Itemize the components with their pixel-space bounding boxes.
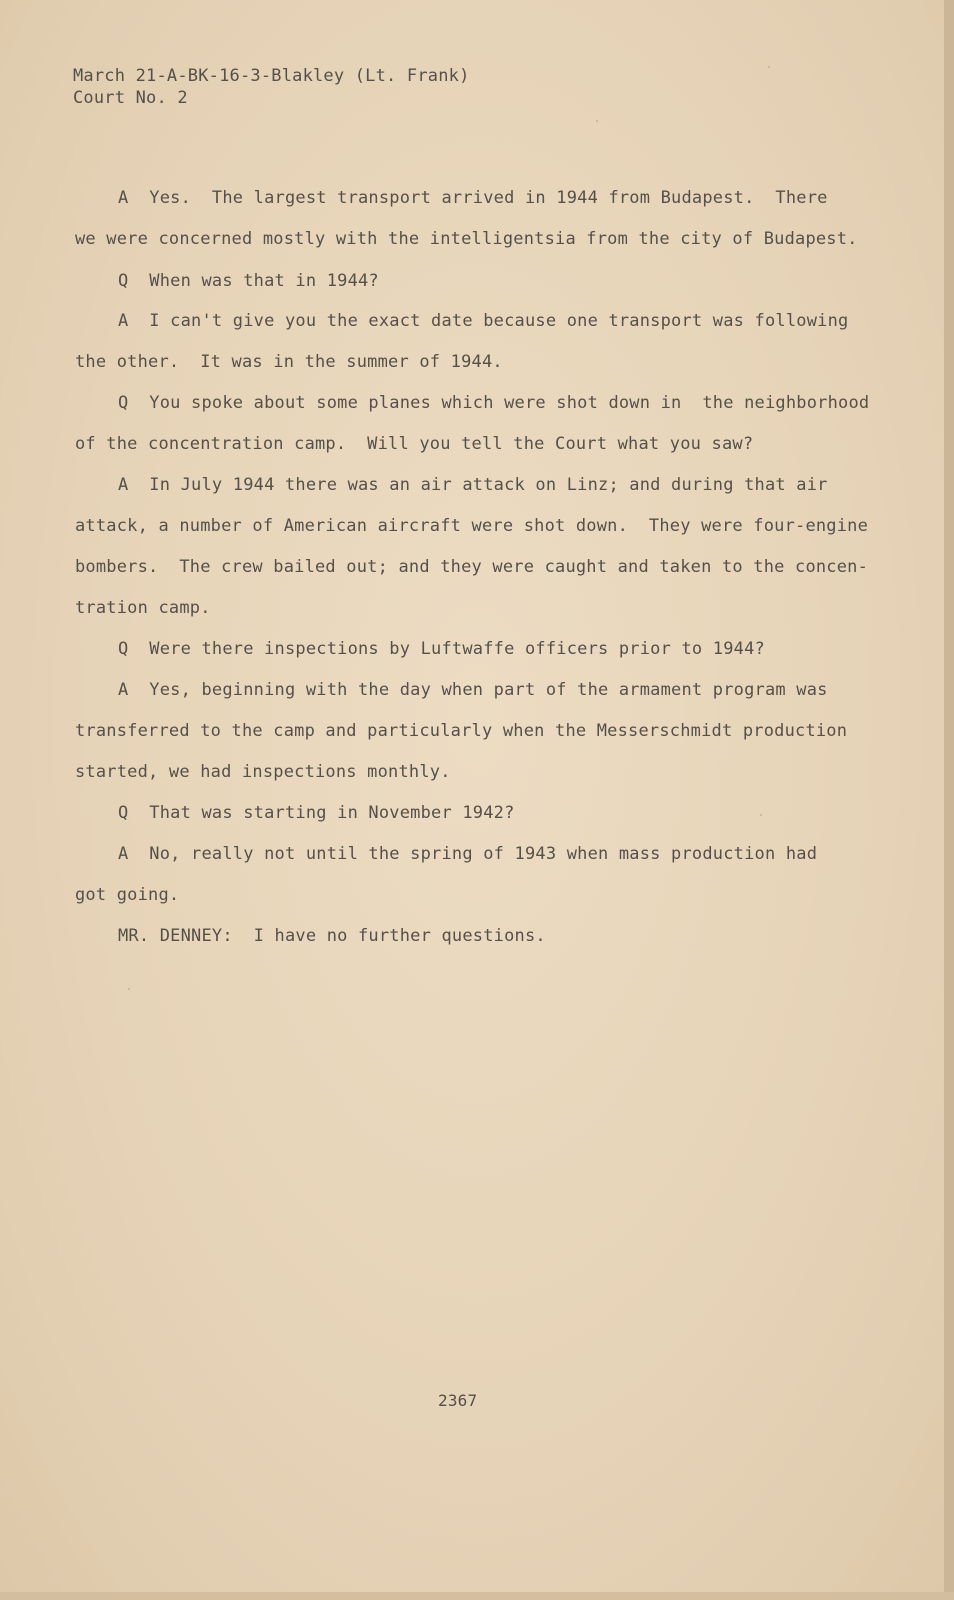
page-number: 2367	[438, 1391, 478, 1410]
answer-line: A No, really not until the spring of 1943 when mass production had	[118, 844, 818, 864]
paper-speck	[596, 120, 598, 122]
answer-line: attack, a number of American aircraft were shot down. They were four-engine	[75, 516, 869, 536]
paper-speck	[760, 814, 762, 816]
answer-line: A Yes, beginning with the day when part of the armament program was	[118, 680, 828, 700]
page-edge-shadow	[944, 0, 954, 1600]
question-line: of the concentration camp. Will you tell the Court what you saw?	[75, 434, 754, 454]
paper-speck	[768, 66, 770, 68]
court-number: Court No. 2	[73, 88, 188, 108]
question-line: Q When was that in 1944?	[118, 271, 379, 291]
answer-line: transferred to the camp and particularly when the Messerschmidt production	[75, 721, 848, 741]
answer-line: A Yes. The largest transport arrived in 1944 from Budapest. There	[118, 188, 828, 208]
answer-line: A In July 1944 there was an air attack on Linz; and during that air	[118, 475, 828, 495]
case-header: March 21-A-BK-16-3-Blakley (Lt. Frank)	[73, 66, 470, 86]
statement-line: MR. DENNEY: I have no further questions.	[118, 926, 546, 946]
question-line: Q You spoke about some planes which were shot down in the neighborhood	[118, 393, 870, 413]
answer-line: started, we had inspections monthly.	[75, 762, 451, 782]
answer-line: the other. It was in the summer of 1944.	[75, 352, 503, 372]
answer-line: A I can't give you the exact date because one transport was following	[118, 311, 849, 331]
answer-line: tration camp.	[75, 598, 211, 618]
answer-line: bombers. The crew bailed out; and they were caught and taken to the concen-	[75, 557, 869, 577]
question-line: Q That was starting in November 1942?	[118, 803, 515, 823]
answer-line: got going.	[75, 885, 180, 905]
question-line: Q Were there inspections by Luftwaffe officers prior to 1944?	[118, 639, 765, 659]
page-bottom-edge	[0, 1592, 954, 1600]
paper-speck	[128, 988, 130, 990]
answer-line: we were concerned mostly with the intelligentsia from the city of Budapest.	[75, 229, 858, 249]
